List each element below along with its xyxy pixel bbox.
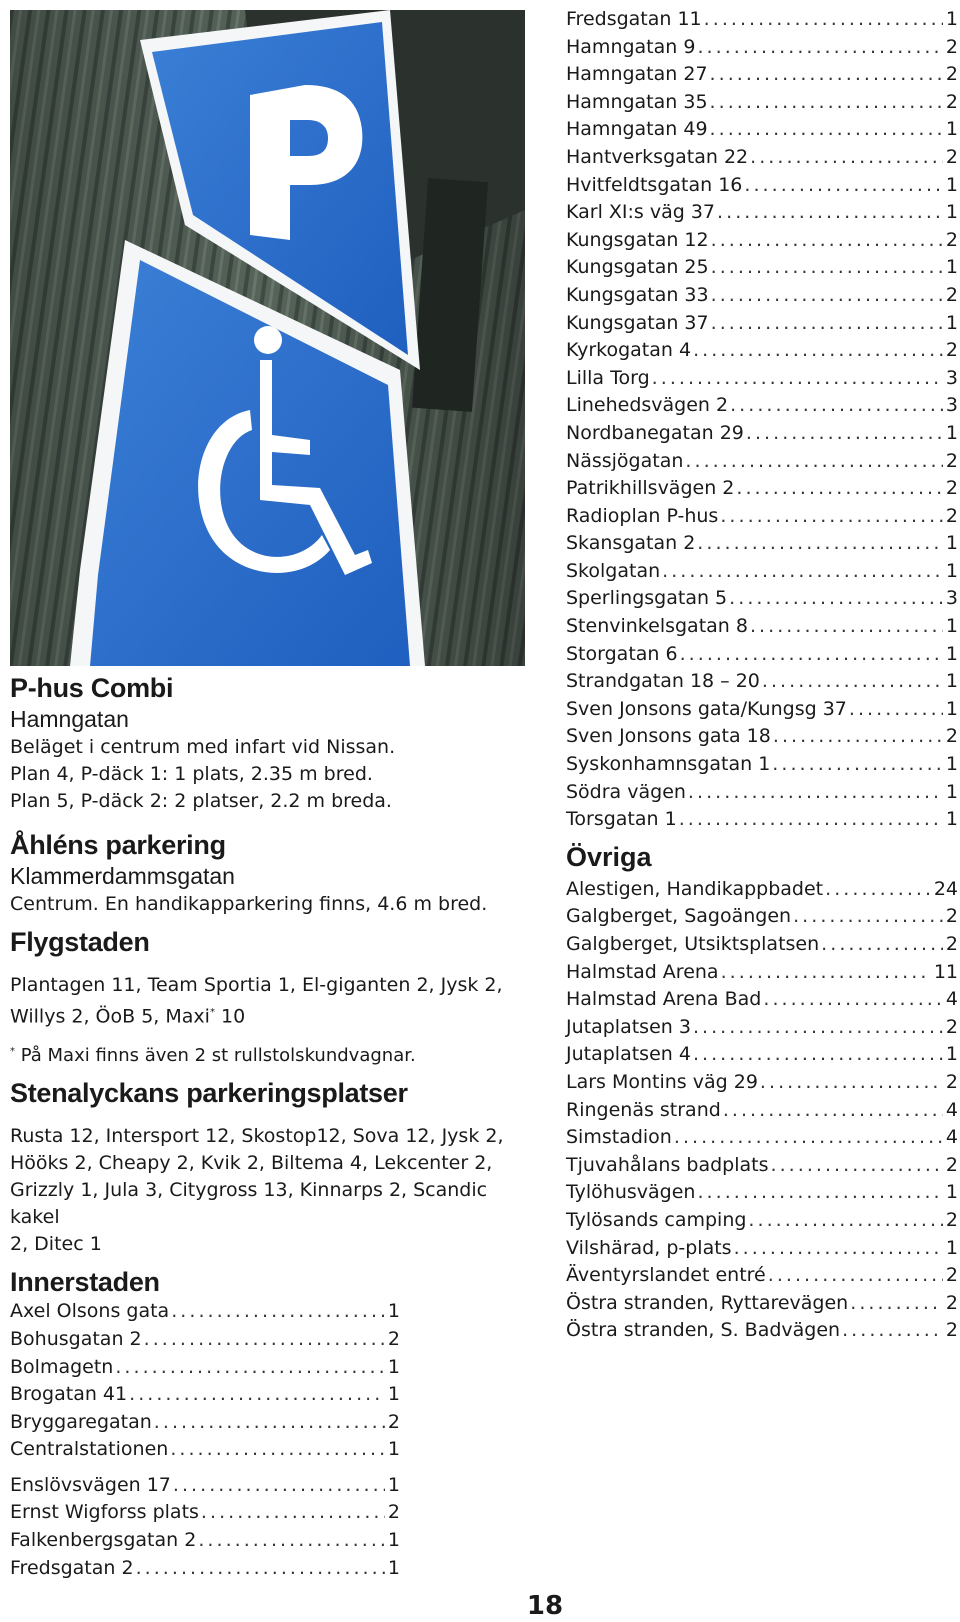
list-item: Axel Olsons gata . . . 1 <box>10 1298 400 1326</box>
item-count: 2 <box>945 477 958 500</box>
list-item <box>566 310 958 338</box>
list-item <box>566 903 958 931</box>
item-count: 1 <box>945 1043 958 1066</box>
list-item <box>566 448 958 476</box>
flygstaden-title: Flygstaden <box>10 927 150 957</box>
item-count: 1 <box>945 615 958 638</box>
list-item <box>566 723 958 751</box>
list-item: Enslövsvägen 17 . . . 1 <box>10 1472 400 1500</box>
item-count: 1 <box>945 697 958 720</box>
item-name: Vilshärad, p-plats <box>566 1236 732 1259</box>
list-item <box>566 1179 958 1207</box>
stenalyckan-line-1: Rusta 12, Intersport 12, Skostop12, Sova 12, Jysk 2, <box>10 1125 504 1148</box>
list-item <box>566 365 958 393</box>
item-count: 1 <box>945 532 958 555</box>
item-name: Kungsgatan 12 <box>566 228 709 251</box>
item-count: 2 <box>945 228 958 251</box>
item-name: Hamngatan 49 <box>566 118 708 141</box>
innerstaden-list-b <box>10 1472 400 1582</box>
item-name: Strandgatan 18 – 20 <box>566 670 760 693</box>
item-name: Sperlingsgatan 5 <box>566 587 728 610</box>
pcombi-line-1: Beläget i centrum med infart vid Nissan. <box>10 736 396 758</box>
item-name: Skolgatan <box>566 559 661 582</box>
left-column <box>10 672 530 1582</box>
list-item <box>566 61 958 89</box>
item-name: Stenvinkelsgatan 8 <box>566 615 748 638</box>
item-name: Skansgatan 2 <box>566 532 696 555</box>
list-item <box>566 116 958 144</box>
list-item <box>566 34 958 62</box>
list-item <box>566 227 958 255</box>
item-count: 2 <box>945 35 958 58</box>
item-count: 2 <box>945 933 958 955</box>
list-item: Bryggaregatan . . . 2 <box>10 1409 400 1437</box>
item-name: Lars Montins väg 29 <box>566 1070 758 1093</box>
list-item <box>566 199 958 227</box>
stenalyckan-line-3: Grizzly 1, Jula 3, Citygross 13, Kinnarps 2, Scandic kakel <box>10 1179 488 1229</box>
item-count: 2 <box>945 90 958 113</box>
item-count: 3 <box>945 587 958 610</box>
list-item <box>566 558 958 586</box>
list-item: Ernst Wigforss plats . . . 2 <box>10 1499 400 1527</box>
list-item <box>566 986 958 1014</box>
list-item: Brogatan 41 . . . 1 <box>10 1381 400 1409</box>
innerstaden-title: Innerstaden <box>10 1267 160 1298</box>
item-name: Jutaplatsen 4 <box>566 1043 691 1066</box>
item-count: 2 <box>945 1153 958 1176</box>
list-item <box>566 959 958 987</box>
item-name: Simstadion <box>566 1126 672 1149</box>
item-name: Hvitfeldtsgatan 16 <box>566 173 743 196</box>
list-item: Fredsgatan 2 . . . 1 <box>10 1555 400 1583</box>
pcombi-street: Hamngatan <box>10 706 129 732</box>
item-name: Sven Jonsons gata/Kungsg 37 <box>566 697 847 720</box>
item-name: Halmstad Arena <box>566 960 719 983</box>
item-count: 1 <box>945 118 958 141</box>
item-name: Syskonhamnsgatan 1 <box>566 753 771 776</box>
innerstaden-list-right <box>566 6 958 834</box>
item-name: Lilla Torg <box>566 366 650 389</box>
item-count: 2 <box>945 283 958 306</box>
page-number: 18 <box>526 1591 564 1621</box>
item-name: Sven Jonsons gata 18 <box>566 725 771 748</box>
item-count: 1 <box>945 173 958 196</box>
item-count: 2 <box>945 339 958 362</box>
item-count: 2 <box>945 1015 958 1038</box>
item-count: 2 <box>945 145 958 168</box>
item-count: 1 <box>945 642 958 665</box>
list-item <box>566 1317 958 1345</box>
item-count: 2 <box>945 1208 958 1231</box>
item-name: Kungsgatan 25 <box>566 256 709 279</box>
list-item <box>566 696 958 724</box>
ahlens-title: Åhléns parkering <box>10 830 226 860</box>
item-count: 24 <box>933 877 958 900</box>
item-count: 4 <box>945 1098 958 1121</box>
list-item <box>566 876 958 904</box>
list-item <box>566 392 958 420</box>
list-item <box>566 668 958 696</box>
list-item <box>566 144 958 172</box>
item-name: Tylösands camping <box>566 1208 747 1231</box>
item-count: 4 <box>945 1126 958 1149</box>
item-count: 1 <box>945 670 958 693</box>
list-item <box>566 1290 958 1318</box>
item-count: 1 <box>945 1236 958 1259</box>
list-item <box>566 282 958 310</box>
ahlens-line: Centrum. En handikapparkering finns, 4.6 m bred. <box>10 893 488 915</box>
list-item <box>566 1207 958 1235</box>
item-name: Östra stranden, Ryttarevägen <box>566 1291 849 1314</box>
item-count: 1 <box>945 8 958 30</box>
item-name: Hantverksgatan 22 <box>566 145 749 168</box>
item-count: 2 <box>945 1291 958 1314</box>
item-count: 3 <box>945 394 958 417</box>
ovriga-list <box>566 876 958 1345</box>
item-name: Kungsgatan 37 <box>566 311 709 334</box>
item-name: Kyrkogatan 4 <box>566 339 692 362</box>
item-name: Äventyrslandet entré <box>566 1264 766 1287</box>
list-item <box>566 1097 958 1125</box>
right-column <box>566 6 958 1345</box>
list-item <box>566 1235 958 1263</box>
list-item <box>566 585 958 613</box>
item-count: 1 <box>945 421 958 444</box>
item-count: 2 <box>945 725 958 748</box>
list-item <box>566 6 958 34</box>
item-count: 4 <box>945 988 958 1011</box>
list-item <box>566 254 958 282</box>
pcombi-title: P-hus Combi <box>10 673 174 703</box>
list-item <box>566 779 958 807</box>
list-item <box>566 337 958 365</box>
ovriga-title: Övriga <box>566 841 652 872</box>
flygstaden-note <box>10 1038 530 1069</box>
item-count: 2 <box>945 1319 958 1342</box>
item-name: Hamngatan 9 <box>566 35 696 58</box>
list-item <box>566 1152 958 1180</box>
flygstaden-note-text: På Maxi finns även 2 st rullstolskundvagnar. <box>15 1045 416 1067</box>
item-name: Alestigen, Handikappbadet <box>566 877 824 900</box>
item-name: Ringenäs strand <box>566 1098 721 1121</box>
flygstaden-note-asterisk: * <box>10 1046 15 1058</box>
item-count: 1 <box>945 753 958 776</box>
list-item: Falkenbergsgatan 2 . . . 1 <box>10 1527 400 1555</box>
pcombi-line-2: Plan 4, P-däck 1: 1 plats, 2.35 m bred. <box>10 763 373 785</box>
item-count: 11 <box>933 960 958 983</box>
list-item: Bolmagetn . . . 1 <box>10 1354 400 1382</box>
flygstaden-line-2-end: 10 <box>214 1005 246 1028</box>
item-count: 1 <box>945 1181 958 1204</box>
list-item <box>566 420 958 448</box>
list-item: Bohusgatan 2 . . . 2 <box>10 1326 400 1354</box>
item-count: 1 <box>945 311 958 334</box>
item-name: Torsgatan 1 <box>566 808 677 831</box>
item-name: Linehedsvägen 2 <box>566 394 729 417</box>
item-count: 2 <box>945 63 958 86</box>
item-count: 2 <box>945 905 958 928</box>
item-name: Fredsgatan 11 <box>566 8 702 30</box>
list-item <box>566 1041 958 1069</box>
item-count: 2 <box>945 449 958 472</box>
item-name: Södra vägen <box>566 780 686 803</box>
innerstaden-list-a <box>10 1298 400 1464</box>
item-name: Hamngatan 27 <box>566 63 708 86</box>
item-name: Radioplan P-hus <box>566 504 719 527</box>
item-count: 1 <box>945 808 958 831</box>
list-item <box>566 1124 958 1152</box>
stenalyckan-title: Stenalyckans parkeringsplatser <box>10 1078 408 1109</box>
list-item <box>566 1069 958 1097</box>
ahlens-street: Klammerdammsgatan <box>10 863 235 889</box>
stenalyckan-line-4: 2, Ditec 1 <box>10 1233 102 1256</box>
item-name: Galgberget, Utsiktsplatsen <box>566 933 820 955</box>
flygstaden-line-1: Plantagen 11, Team Sportia 1, El-giganten 2, Jysk 2, <box>10 974 503 996</box>
list-item <box>566 806 958 834</box>
item-name: Patrikhillsvägen 2 <box>566 477 735 500</box>
list-item <box>566 1014 958 1042</box>
item-count: 1 <box>945 780 958 803</box>
flygstaden-line-2 <box>10 999 530 1030</box>
item-count: 1 <box>945 256 958 279</box>
item-name: Tylöhusvägen <box>566 1181 696 1204</box>
item-count: 1 <box>945 201 958 224</box>
item-name: Nässjögatan <box>566 449 684 472</box>
item-name: Galgberget, Sagoängen <box>566 905 792 928</box>
pcombi-line-3: Plan 5, P-däck 2: 2 platser, 2.2 m breda. <box>10 790 392 812</box>
item-name: Kungsgatan 33 <box>566 283 709 306</box>
flygstaden-line-2-text: Willys 2, ÖoB 5, Maxi <box>10 1005 210 1028</box>
list-item <box>566 641 958 669</box>
item-count: 3 <box>945 366 958 389</box>
list-item <box>566 613 958 641</box>
list-item <box>566 751 958 779</box>
list-item: Centralstationen . . . 1 <box>10 1436 400 1464</box>
item-count: 1 <box>945 559 958 582</box>
item-count: 2 <box>945 1264 958 1287</box>
flygstaden-asterisk: * <box>209 1007 215 1018</box>
item-count: 2 <box>945 504 958 527</box>
list-item <box>566 931 958 959</box>
item-name: Halmstad Arena Bad <box>566 988 762 1011</box>
item-name: Nordbanegatan 29 <box>566 421 744 444</box>
item-count: 2 <box>945 1070 958 1093</box>
item-name: Jutaplatsen 3 <box>566 1015 691 1038</box>
stenalyckan-line-2: Hööks 2, Cheapy 2, Kvik 2, Biltema 4, Lekcenter 2, <box>10 1152 493 1175</box>
list-item <box>566 172 958 200</box>
list-item <box>566 475 958 503</box>
parking-sign-illustration <box>10 10 525 666</box>
item-name: Östra stranden, S. Badvägen <box>566 1319 841 1342</box>
parking-sign-photo <box>10 10 525 666</box>
item-name: Hamngatan 35 <box>566 90 708 113</box>
list-item <box>566 503 958 531</box>
list-item <box>566 530 958 558</box>
item-name: Karl XI:s väg 37 <box>566 201 716 224</box>
item-name: Tjuvahålans badplats <box>566 1153 769 1176</box>
list-item <box>566 1262 958 1290</box>
list-item <box>566 89 958 117</box>
item-name: Storgatan 6 <box>566 642 678 665</box>
